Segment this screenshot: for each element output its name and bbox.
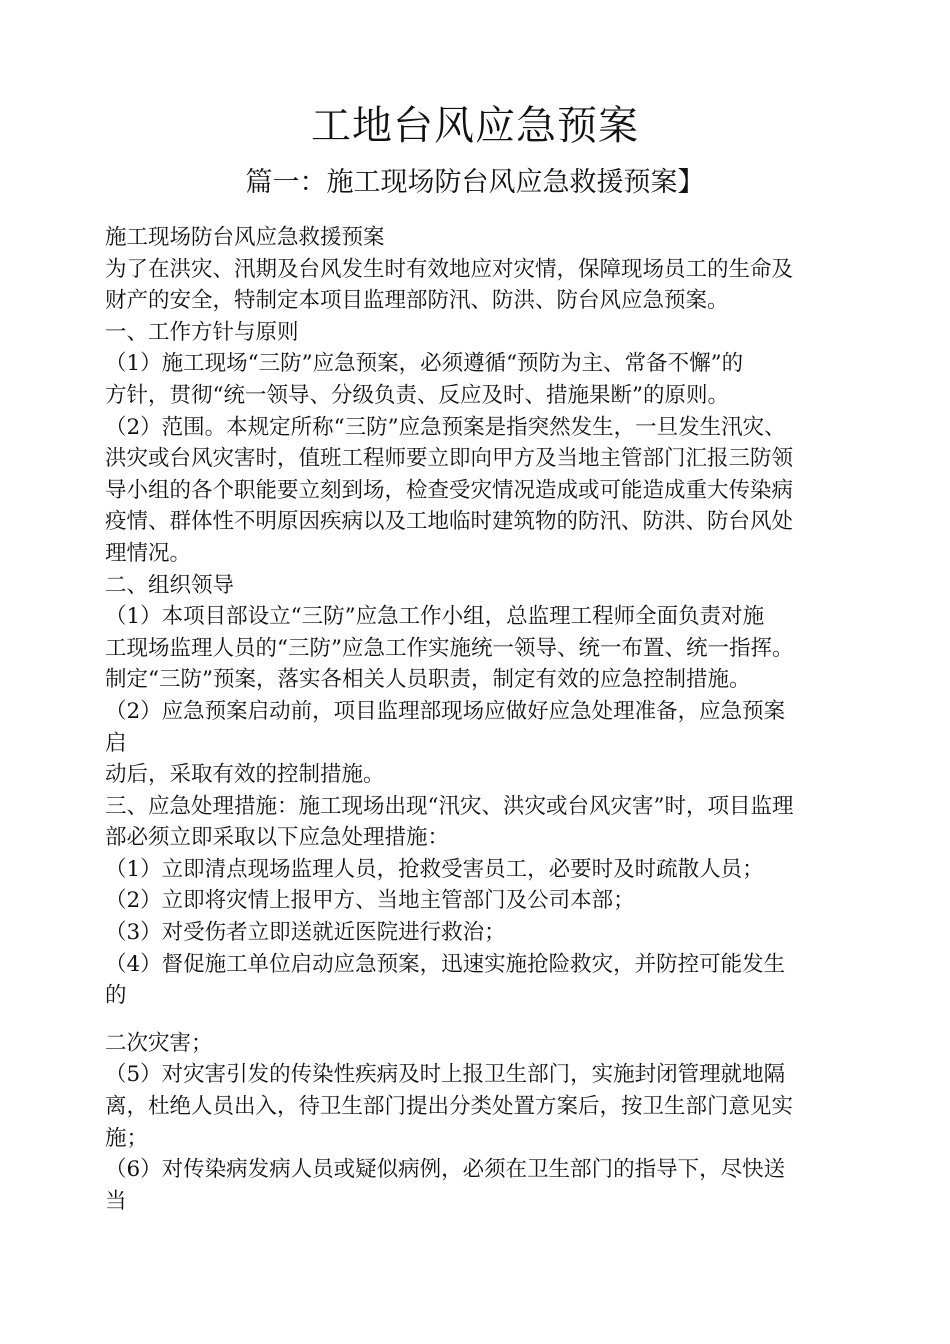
body-line: （1）本项目部设立“三防”应急工作小组，总监理工程师全面负责对施 bbox=[105, 604, 765, 630]
body-line: （2）应急预案启动前，项目监理部现场应做好应急处理准备，应急预案 bbox=[105, 698, 786, 724]
document-subtitle: 篇一：施工现场防台风应急救援预案】 bbox=[245, 167, 705, 198]
body-line: （1）立即清点现场监理人员，抢救受害员工，必要时及时疏散人员； bbox=[105, 856, 764, 882]
body-line: 的 bbox=[105, 983, 127, 1009]
section-heading: 一、工作方针与原则 bbox=[105, 319, 299, 345]
body-line: 当 bbox=[105, 1188, 127, 1214]
section-heading: 三、应急处理措施：施工现场出现“汛灾、洪灾或台风灾害”时，项目监理 bbox=[105, 793, 794, 819]
body-line: 工现场监理人员的“三防”应急工作实施统一领导、统一布置、统一指挥。 bbox=[105, 635, 794, 661]
body-line: 理情况。 bbox=[105, 540, 192, 566]
body-line: 导小组的各个职能要立刻到场，检查受灾情况造成或可能造成重大传染病 bbox=[105, 477, 794, 503]
document-title: 工地台风应急预案 bbox=[311, 103, 639, 149]
body-line: 二次灾害； bbox=[105, 1030, 213, 1056]
body-line: 财产的安全，特制定本项目监理部防汛、防洪、防台风应急预案。 bbox=[105, 288, 729, 314]
body-line: （2）立即将灾情上报甲方、当地主管部门及公司本部； bbox=[105, 888, 635, 914]
section-heading: 二、组织领导 bbox=[105, 572, 235, 598]
body-line: （3）对受伤者立即送就近医院进行救治； bbox=[105, 920, 506, 946]
body-line: （6）对传染病发病人员或疑似病例，必须在卫生部门的指导下，尽快送 bbox=[105, 1157, 786, 1183]
body-line: 启 bbox=[105, 730, 127, 756]
body-line: 疫情、群体性不明原因疾病以及工地临时建筑物的防汛、防洪、防台风处 bbox=[105, 509, 794, 535]
document-body bbox=[105, 222, 865, 1217]
body-line: （1）施工现场“三防”应急预案，必须遵循“预防为主、常备不懈”的 bbox=[105, 351, 744, 377]
body-line: 离，杜绝人员出入，待卫生部门提出分类处置方案后，按卫生部门意见实 bbox=[105, 1094, 794, 1120]
body-line: 为了在洪灾、汛期及台风发生时有效地应对灾情，保障现场员工的生命及 bbox=[105, 256, 794, 282]
body-line: 制定“三防”预案，落实各相关人员职责，制定有效的应急控制措施。 bbox=[105, 667, 751, 693]
body-line: （4）督促施工单位启动应急预案，迅速实施抢险救灾，并防控可能发生 bbox=[105, 951, 786, 977]
body-line: 方针，贯彻“统一领导、分级负责、反应及时、措施果断”的原则。 bbox=[105, 382, 729, 408]
body-line: 施； bbox=[105, 1125, 149, 1151]
body-line: 洪灾或台风灾害时，值班工程师要立即向甲方及当地主管部门汇报三防领 bbox=[105, 446, 794, 472]
body-line: 动后，采取有效的控制措施。 bbox=[105, 762, 385, 788]
body-line: （2）范围。本规定所称“三防”应急预案是指突然发生，一旦发生汛灾、 bbox=[105, 414, 786, 440]
body-line: （5）对灾害引发的传染性疾病及时上报卫生部门，实施封闭管理就地隔 bbox=[105, 1062, 786, 1088]
body-line: 部必须立即采取以下应急处理措施： bbox=[105, 825, 450, 851]
body-line: 施工现场防台风应急救援预案 bbox=[105, 225, 385, 250]
